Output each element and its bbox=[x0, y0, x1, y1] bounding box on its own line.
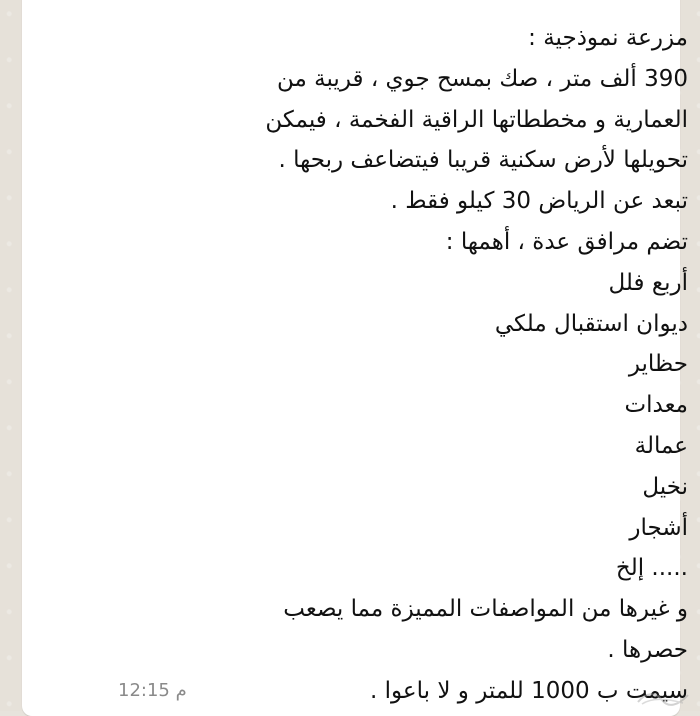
message-line: تبعد عن الرياض 30 كيلو فقط . bbox=[390, 188, 688, 215]
message-line: سيمت ب 1000 للمتر و لا باعوا . bbox=[370, 677, 688, 704]
message-line: حصرها . bbox=[607, 636, 688, 663]
watermark-logo bbox=[634, 688, 692, 708]
message-line: مزرعة نموذجية : bbox=[528, 25, 688, 51]
message-timestamp: 12:15 م bbox=[118, 680, 187, 701]
message-line: و غيرها من المواصفات المميزة مما يصعب bbox=[283, 596, 688, 623]
message-line: تحويلها لأرض سكنية قريبا فيتضاعف ربحها . bbox=[278, 147, 688, 174]
message-line: تضم مرافق عدة ، أهمها : bbox=[445, 228, 688, 255]
message-line: نخيل bbox=[642, 473, 688, 500]
message-line: 390 ألف متر ، صك بمسح جوي ، قريبة من bbox=[277, 65, 688, 92]
message-line: حظاير bbox=[628, 351, 688, 378]
message-line: معدات bbox=[624, 392, 688, 419]
message-line: ..... إلخ bbox=[615, 555, 688, 582]
message-text bbox=[118, 18, 688, 712]
message-line: العمارية و مخططاتها الراقية الفخمة ، فيمكن bbox=[265, 106, 688, 133]
message-line: أربع فلل bbox=[608, 269, 688, 296]
message-line: عمالة bbox=[634, 432, 688, 459]
message-line: ديوان استقبال ملكي bbox=[494, 310, 688, 337]
message-line: أشجار bbox=[629, 514, 688, 541]
